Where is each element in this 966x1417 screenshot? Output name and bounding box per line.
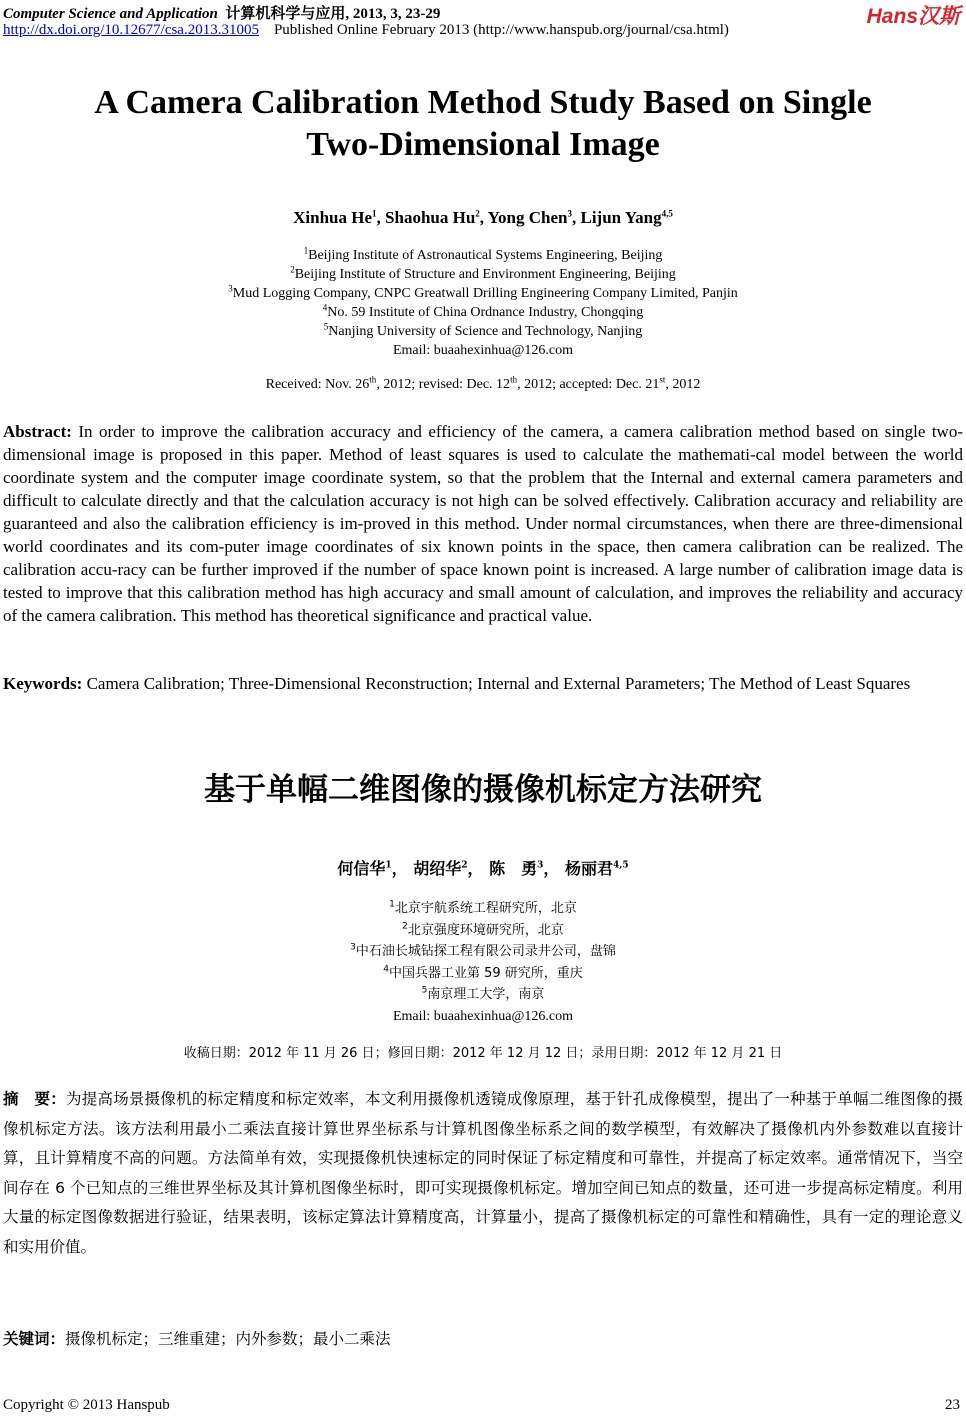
affiliation: $^2$Beijing Institute of Structure and Environment Engineering, Beijing [290,264,676,282]
author-sup: 3 [567,208,572,219]
keywords [3,672,963,695]
keywords-cn [3,1327,963,1349]
affiliation-cn: $^5$南京理工大学，南京 [421,985,545,1002]
journal-info-cn: 计算机科学与应用, 2013, 3, 23-29 [225,6,441,22]
title-line-1: A Camera Calibration Method Study Based on Single [94,84,872,121]
affiliation-cn: $^2$北京强度环境研究所，北京 [402,921,564,938]
affiliation-cn: $^4$中国兵器工业第 59 研究所，重庆 [383,964,583,981]
keywords-label: Keywords: [3,674,83,693]
email-cn: Email: buaahexinhua@126.com [392,1008,574,1024]
author: Shaohua Hu [385,208,476,227]
paper-title [0,82,966,166]
author-list: Xinhua He$^1$, Shaohua Hu$^2$, Yong Chen$^3$, Lijun Yang$^{4,5}$ [293,208,673,227]
affiliations [0,246,966,360]
abstract-text-cn: 为提高场景摄像机的标定精度和标定效率，本文利用摄像机透镜成像原理，基于针孔成像模型，提出了一种基于单幅二维图像的摄像机标定方法。该方法利用最小二乘法直接计算世界坐标系与计算机图像坐标系之间的数学模型，有效解决了摄像机内外参数难以直接计算，且计算精度不高的问题。方法简单有效，实现摄像机快速标定的同时保证了标定精度和可靠性，并提高了标定效率。通常情况下，当空间存在 6 个已知点的三维世界坐标及其计算机图像坐标时，即可实现摄像机标定。增加空间已知点的数量，还可进一步提高标定精度。利用大量的标定图像数据进行验证，结果表明，该标定算法计算精度高，计算量小，提高了摄像机标定的可靠性和精确性，具有一定的理论意义和实用价值。 [3,1090,963,1256]
keywords-text: Camera Calibration; Three-Dimensional Reconstruction; Internal and External Parameters; The Method of Least Squares [86,674,911,693]
abstract-label-cn: 摘 要： [3,1090,66,1108]
affiliation: $^1$Beijing Institute of Astronautical Systems Engineering, Beijing [303,245,663,263]
keywords-text-cn: 摄像机标定；三维重建；内外参数；最小二乘法 [65,1330,391,1348]
received-dates: Received: Nov. 26th, 2012; revised: Dec. 12th, 2012; accepted: Dec. 21st, 2012 [265,374,701,392]
abstract-label: Abstract: [3,422,72,441]
author-cn: 杨丽君 [564,859,613,878]
author-cn: 胡绍华 [413,859,462,878]
abstract-text: In order to improve the calibration accuracy and efficiency of the camera, a camera calibration method based on single two-dimensional image is proposed in this paper. Method of least squares is used to calculate the mathemati-cal model between the world coordinate system and the computer image coordinate system, so that the problem that the Internal and external camera parameters and difficult to calculate directly and that the calculation accuracy is not high can be solved effectively. Calibration accuracy and reliability are guaranteed and also the calibration efficiency is im-proved in this method. Under normal circumstances, when there are three-dimensional world coordinates and its com-puter image coordinates of six known points in the space, then camera calibration can be realized. The calibration accu-racy can be further improved if the number of space known point is increased. A large number of calibration image data is tested to improve that this calibration method has high accuracy and small amount of calculation, and improves the reliability and accuracy of the camera calibration. This method has theoretical significance and practical value. [3,422,963,625]
author-sup: 1 [372,208,377,219]
affiliation-cn: $^3$中石油长城钻探工程有限公司录井公司，盘锦 [350,942,616,959]
page-number: 23 [945,1397,960,1413]
author: Lijun Yang [580,208,662,227]
author-cn: 陈 勇 [489,859,538,878]
publication-info [3,22,729,39]
hanspub-logo[interactable]: Hans汉斯 [866,5,960,28]
abstract [3,420,963,627]
email: Email: buaahexinhua@126.com [392,343,574,358]
author: Xinhua He [293,208,373,227]
affiliation: $^3$Mud Logging Company, CNPC Greatwall Drilling Engineering Company Limited, Panjin [228,283,738,301]
author-cn: 何信华 [337,859,386,878]
author-sup: 2 [475,208,480,219]
journal-name-en: Computer Science and Application [3,6,218,22]
affiliations-cn [0,898,966,1027]
keywords-label-cn: 关键词： [3,1330,66,1348]
abstract-cn [3,1085,963,1262]
affiliation-cn: $^1$北京宇航系统工程研究所，北京 [389,899,577,916]
affiliation: $^4$No. 59 Institute of China Ordnance Industry, Chongqing [322,302,644,320]
journal-header [3,2,440,23]
paper-title-cn: 基于单幅二维图像的摄像机标定方法研究 [204,772,762,808]
copyright: Copyright © 2013 Hanspub [3,1397,170,1413]
received-dates-cn: 收稿日期：2012 年 11 月 26 日；修回日期：2012 年 12 月 12 日；录用日期：2012 年 12 月 21 日 [183,1046,783,1061]
affiliation: $^5$Nanjing University of Science and Technology, Nanjing [323,321,643,339]
author-sup: 4,5 [661,208,673,219]
doi-link[interactable]: http://dx.doi.org/10.12677/csa.2013.31005 [3,22,259,38]
author-list-cn: 何信华$^1$， 胡绍华$^2$， 陈 勇$^3$， 杨丽君$^{4,5}$ [337,859,629,878]
published-info: Published Online February 2013 (http://www.hanspub.org/journal/csa.html) [273,22,729,38]
title-line-2: Two-Dimensional Image [306,126,660,163]
author: Yong Chen [487,208,568,227]
